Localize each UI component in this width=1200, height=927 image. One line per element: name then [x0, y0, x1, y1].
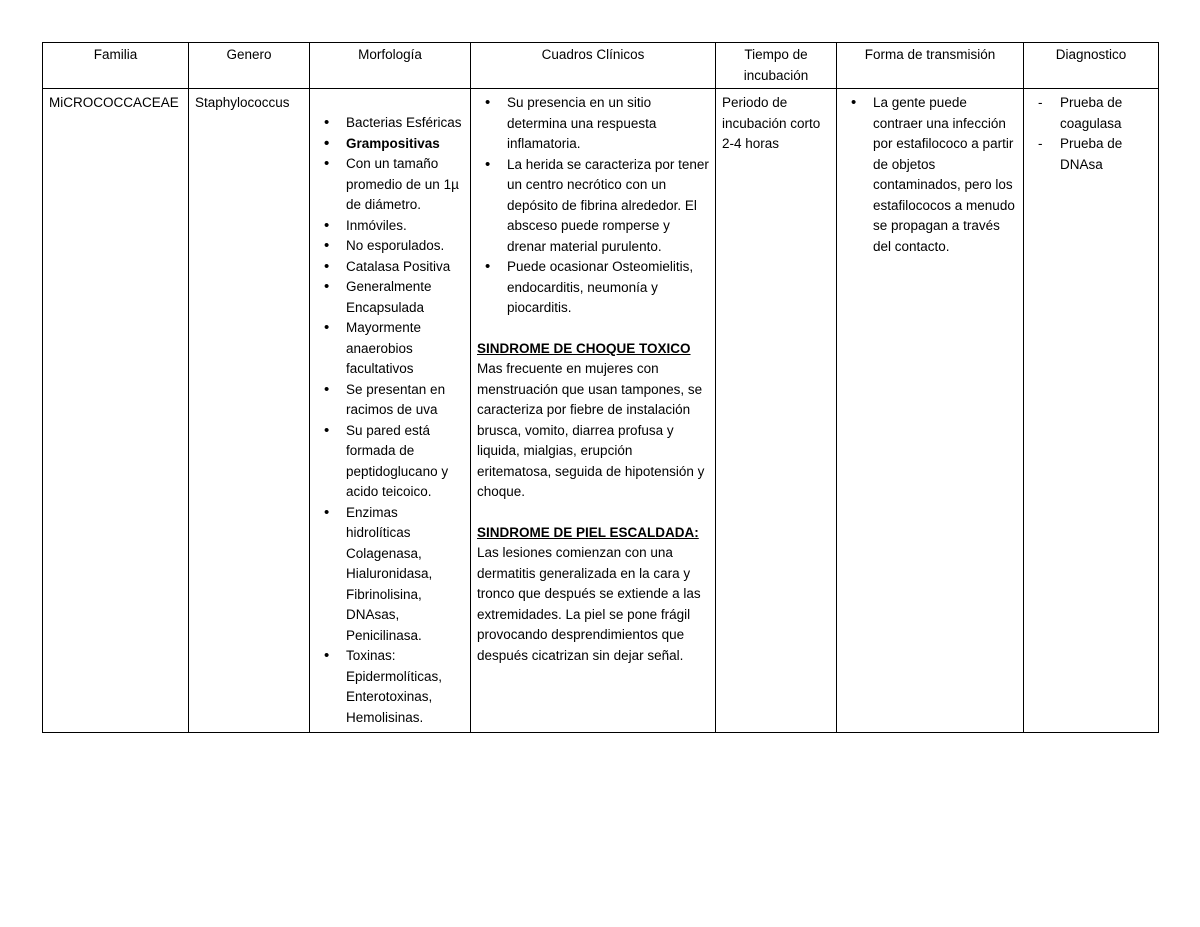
cell-diagnostico — [1024, 89, 1159, 733]
list-item: • La gente puede contraer una infección por estafilococo a partir de objetos contaminados, pero los estafilococos a menudo se propagan a través del contacto. — [843, 93, 1017, 257]
cell-genero: Staphylococcus — [189, 89, 310, 733]
list-item: • Enzimas hidrolíticas Colagenasa, Hialuronidasa, Fibrinolisina, DNAsas, Penicilinasa. — [316, 503, 464, 647]
list-item: • No esporulados. — [316, 236, 464, 257]
diagnostico-list — [1030, 93, 1152, 175]
cuadros-list — [477, 93, 709, 319]
list-item: • Generalmente Encapsulada — [316, 277, 464, 318]
list-item: - Prueba de coagulasa — [1030, 93, 1152, 134]
header-diagnostico: Diagnostico — [1024, 43, 1159, 89]
choque-toxico-text: Mas frecuente en mujeres con menstruación que usan tampones, se caracteriza por fiebre de instalación brusca, vomito, diarrea profusa y liquida, mialgias, erupción eritematosa, seguida de hipotensión y choque. — [477, 361, 705, 499]
list-item: • Grampositivas — [316, 134, 464, 155]
list-item: • Se presentan en racimos de uva — [316, 380, 464, 421]
table-row — [43, 89, 1159, 733]
header-tiempo-incubacion: Tiempo de incubación — [716, 43, 837, 89]
list-item: • Su pared está formada de peptidoglucano y acido teicoico. — [316, 421, 464, 503]
header-genero: Genero — [189, 43, 310, 89]
list-item: • Con un tamaño promedio de un 1µ de diámetro. — [316, 154, 464, 216]
choque-toxico-title: SINDROME DE CHOQUE TOXICO — [477, 340, 691, 356]
cell-cuadros-clinicos — [471, 89, 716, 733]
cell-forma-transmision — [837, 89, 1024, 733]
piel-escaldada-text: Las lesiones comienzan con una dermatitis generalizada en la cara y tronco que después se extiende a las extremidades. La piel se pone frágil provocando desprendimientos que después cicatrizan sin dejar señal. — [477, 545, 701, 663]
morfologia-list — [316, 113, 464, 728]
header-cuadros-clinicos: Cuadros Clínicos — [471, 43, 716, 89]
cell-familia: MiCROCOCCACEAE — [43, 89, 189, 733]
list-item: • Su presencia en un sitio determina una respuesta inflamatoria. — [477, 93, 709, 155]
forma-list — [843, 93, 1017, 257]
cell-tiempo-incubacion: Periodo de incubación corto 2-4 horas — [716, 89, 837, 733]
list-item: • Bacterias Esféricas — [316, 113, 464, 134]
header-row — [43, 43, 1159, 89]
header-forma-transmision: Forma de transmisión — [837, 43, 1024, 89]
header-morfologia: Morfología — [310, 43, 471, 89]
header-familia: Familia — [43, 43, 189, 89]
microorganism-table — [42, 42, 1159, 733]
list-item: • La herida se caracteriza por tener un centro necrótico con un depósito de fibrina alrededor. El absceso puede romperse y drenar material purulento. — [477, 155, 709, 258]
piel-escaldada-title: SINDROME DE PIEL ESCALDADA: — [477, 524, 699, 540]
list-item: • Inmóviles. — [316, 216, 464, 237]
list-item: • Mayormente anaerobios facultativos — [316, 318, 464, 380]
cell-morfologia — [310, 89, 471, 733]
list-item: • Toxinas: Epidermolíticas, Enterotoxinas, Hemolisinas. — [316, 646, 464, 728]
list-item: • Catalasa Positiva — [316, 257, 464, 278]
list-item: • Puede ocasionar Osteomielitis, endocarditis, neumonía y piocarditis. — [477, 257, 709, 319]
list-item: - Prueba de DNAsa — [1030, 134, 1152, 175]
